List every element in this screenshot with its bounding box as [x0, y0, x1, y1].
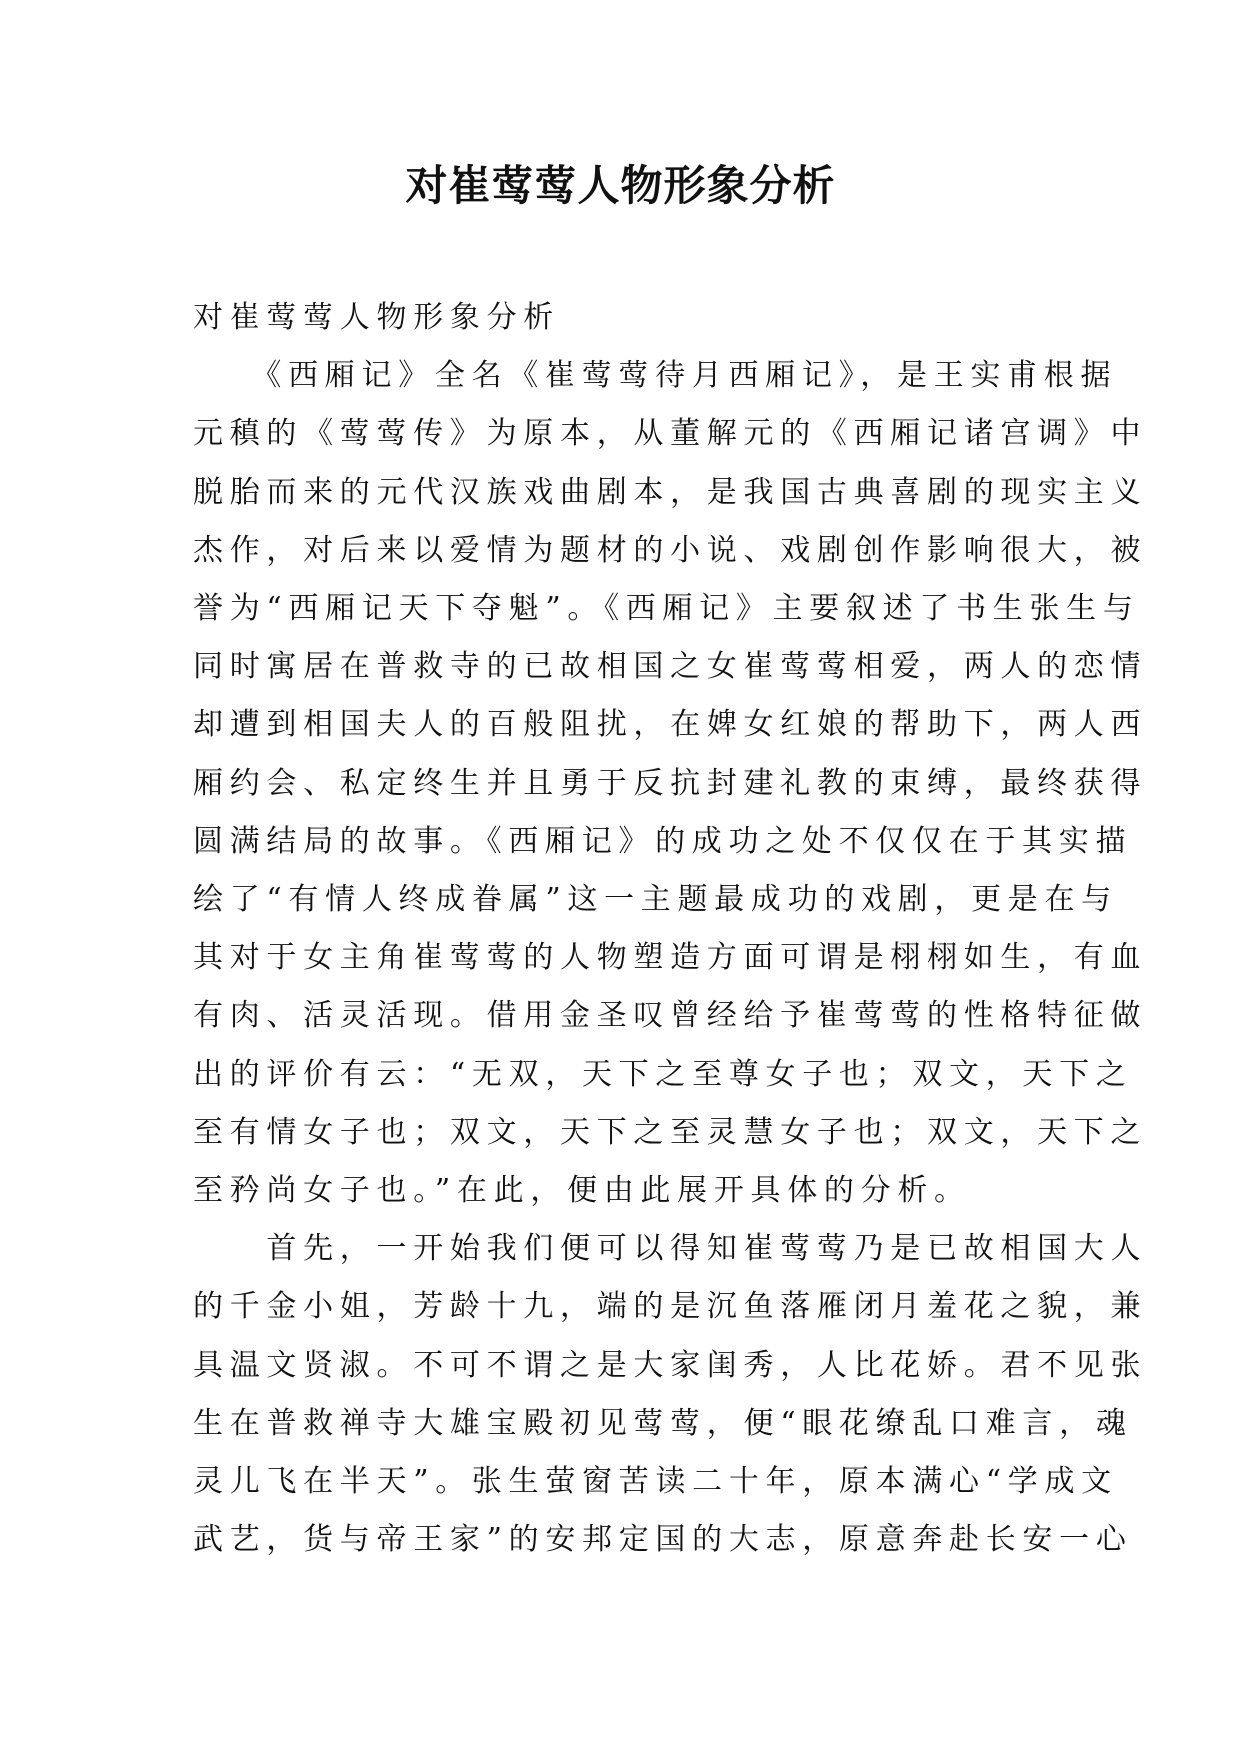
text-line: 其对于女主角崔莺莺的人物塑造方面可谓是栩栩如生，有血	[193, 940, 1148, 976]
text-line: 有肉、活灵活现。借用金圣叹曾经给予崔莺莺的性格特征做	[193, 998, 1148, 1034]
text-line: 誉为“西厢记天下夺魁”。《西厢记》主要叙述了书生张生与	[193, 591, 1140, 627]
paragraph-2	[193, 1220, 1148, 1569]
text-line: 首先，一开始我们便可以得知崔莺莺乃是已故相国大人	[193, 1231, 1148, 1267]
text-line: 的千金小姐，芳龄十九，端的是沉鱼落雁闭月羞花之貌，兼	[193, 1289, 1148, 1325]
text-line: 元稹的《莺莺传》为原本，从董解元的《西厢记诸宫调》中	[193, 416, 1148, 452]
text-line: 武艺，货与帝王家”的安邦定国的大志，原意奔赴长安一心	[193, 1522, 1133, 1558]
page-title: 对崔莺莺人物形象分析	[405, 161, 836, 210]
paragraph-1	[193, 347, 1148, 1220]
text-line: 脱胎而来的元代汉族戏曲剧本，是我国古典喜剧的现实主义	[193, 474, 1148, 510]
text-line: 至矜尚女子也。”在此，便由此展开具体的分析。	[193, 1173, 971, 1209]
text-line: 灵儿飞在半天”。张生萤窗苦读二十年，原本满心“学成文	[193, 1464, 1118, 1500]
text-line: 出的评价有云：“无双，天下之至尊女子也；双文，天下之	[193, 1056, 1133, 1092]
text-line: 厢约会、私定终生并且勇于反抗封建礼教的束缚，最终获得	[193, 765, 1148, 801]
text-line: 对崔莺莺人物形象分析	[193, 300, 560, 335]
text-line: 具温文贤淑。不可不谓之是大家闺秀，人比花娇。君不见张	[193, 1347, 1148, 1383]
text-line: 绘了“有情人终成眷属”这一主题最成功的戏剧，更是在与	[193, 882, 1118, 918]
text-line: 至有情女子也；双文，天下之至灵慧女子也；双文，天下之	[193, 1114, 1148, 1150]
text-line: 同时寓居在普救寺的已故相国之女崔莺莺相爱，两人的恋情	[193, 649, 1148, 685]
subtitle-line	[193, 289, 1053, 347]
text-line: 却遭到相国夫人的百般阻扰，在婢女红娘的帮助下，两人西	[193, 707, 1148, 743]
text-line: 《西厢记》全名《崔莺莺待月西厢记》，是王实甫根据	[193, 358, 1118, 394]
text-line: 杰作，对后来以爱情为题材的小说、戏剧创作影响很大，被	[193, 532, 1148, 568]
document-body	[193, 289, 1148, 1569]
text-line: 圆满结局的故事。《西厢记》的成功之处不仅仅在于其实描	[193, 823, 1133, 859]
text-line: 生在普救禅寺大雄宝殿初见莺莺，便“眼花缭乱口难言，魂	[193, 1405, 1133, 1441]
